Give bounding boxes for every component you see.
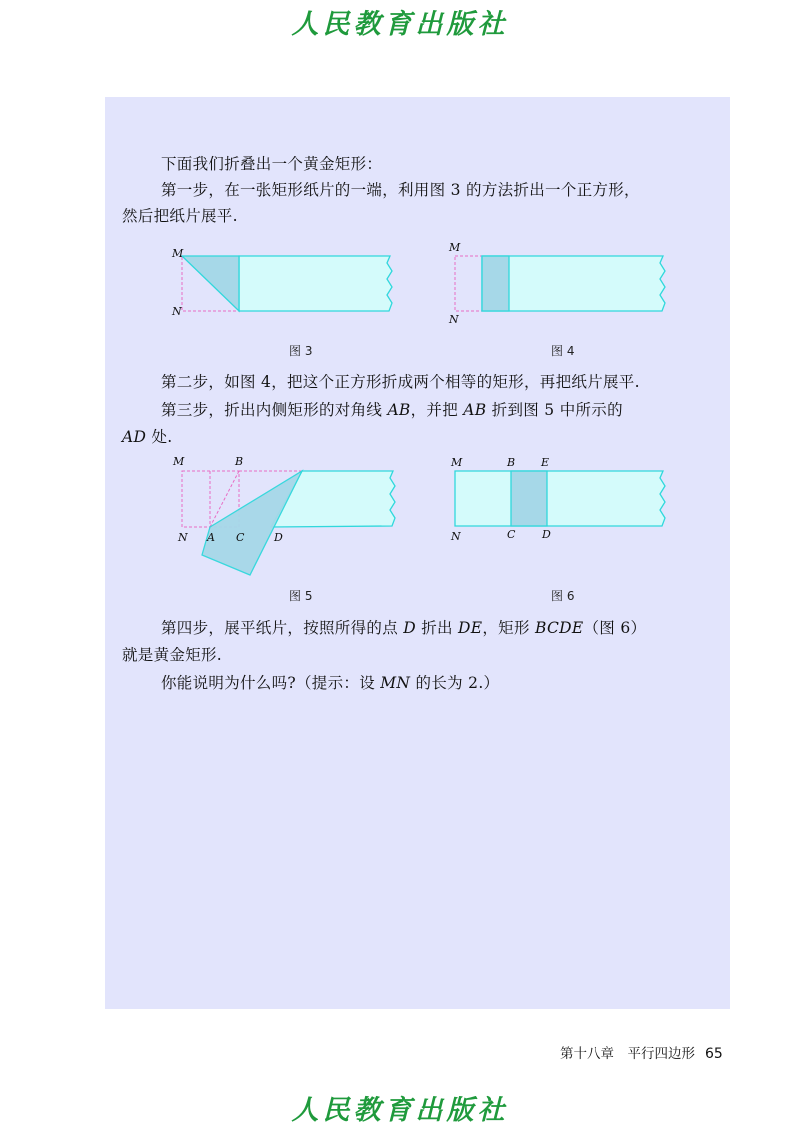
paragraph-step1-line1: 第一步，在一张矩形纸片的一端，利用图 3 的方法折出一个正方形， <box>161 181 640 199</box>
fig3-label-n: N <box>172 305 182 318</box>
paragraph-step4-line2: 就是黄金矩形. <box>122 646 223 664</box>
step4-math-d: D <box>403 619 416 637</box>
figure-6 <box>440 455 680 555</box>
publisher-header: 人民教育出版社 <box>291 9 509 40</box>
fig6-label-b: B <box>507 456 516 469</box>
fig3-paper-strip <box>239 256 392 311</box>
paragraph-step1-line2: 然后把纸片展平. <box>122 207 238 225</box>
step3-text-d: 处. <box>146 428 173 446</box>
figure-4 <box>440 241 680 331</box>
fig6-label-n: N <box>451 530 461 543</box>
step4-text-d: （图 6） <box>583 619 647 637</box>
fig6-label-c: C <box>507 528 516 541</box>
chapter-title: 第十八章 平行四边形 <box>560 1046 695 1062</box>
step3-text-b: ，并把 <box>410 401 464 419</box>
fig6-caption: 图 6 <box>551 589 575 603</box>
fig5-label-b: B <box>235 455 244 468</box>
publisher-footer: 人民教育出版社 <box>291 1095 509 1126</box>
fig4-label-n: N <box>449 313 459 326</box>
question-text-b: 的长为 2.） <box>410 674 500 692</box>
step3-math-ab: AB <box>387 401 411 419</box>
fig5-label-n: N <box>178 531 188 544</box>
fig5-label-m: M <box>173 455 185 468</box>
step4-math-de: DE <box>458 619 483 637</box>
step4-text-c: ，矩形 <box>482 619 536 637</box>
question-math-mn: MN <box>380 674 411 692</box>
fig5-label-d: D <box>274 531 283 544</box>
step3-text-c: 折到图 5 中所示的 <box>486 401 623 419</box>
fig4-half-square <box>482 256 509 311</box>
question-text-a: 你能说明为什么吗?（提示：设 <box>161 674 381 692</box>
page-number: 65 <box>705 1046 723 1062</box>
fig6-label-m: M <box>451 456 463 469</box>
fig5-label-a: A <box>207 531 215 544</box>
page-footer <box>560 1042 723 1062</box>
step3-text-a: 第三步，折出内侧矩形的对角线 <box>161 401 388 419</box>
step4-text-a: 第四步，展平纸片，按照所得的点 <box>161 619 404 637</box>
step4-text-b: 折出 <box>415 619 459 637</box>
paragraph-step3-line1 <box>105 397 730 423</box>
figure-3 <box>165 241 405 331</box>
paragraph-intro: 下面我们折叠出一个黄金矩形： <box>161 155 383 173</box>
fig6-paper-strip <box>455 471 665 526</box>
step4-math-bcde: BCDE <box>535 619 584 637</box>
fig4-caption: 图 4 <box>551 344 575 358</box>
fig3-label-m: M <box>172 247 184 260</box>
fig6-golden-rectangle <box>511 471 547 526</box>
fig6-label-e: E <box>541 456 550 469</box>
step3-math-ab-2: AB <box>463 401 487 419</box>
content-panel <box>105 97 730 1009</box>
paragraph-step3-line2 <box>105 424 730 450</box>
fig5-caption: 图 5 <box>289 589 313 603</box>
fig3-caption: 图 3 <box>289 344 313 358</box>
step3-math-ad: AD <box>122 428 147 446</box>
fig3-folded-triangle <box>182 256 239 311</box>
figure-5 <box>165 455 415 580</box>
paragraph-question <box>105 670 730 696</box>
paragraph-step2: 第二步，如图 4，把这个正方形折成两个相等的矩形，再把纸片展平. <box>161 373 640 391</box>
paragraph-step4-line1 <box>105 615 730 641</box>
fig5-label-c: C <box>236 531 245 544</box>
fig6-label-d: D <box>542 528 551 541</box>
fig4-square-outline <box>455 256 482 311</box>
fig4-label-m: M <box>449 241 461 254</box>
